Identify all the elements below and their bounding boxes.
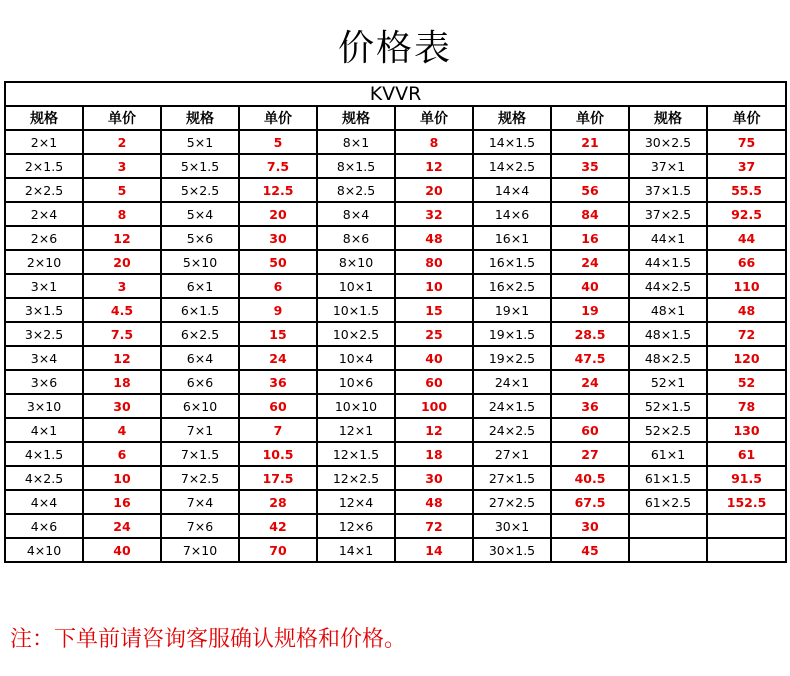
- price-cell: 30: [395, 466, 473, 490]
- page-title: 价格表: [337, 28, 452, 69]
- spec-cell: 16×1: [473, 226, 551, 250]
- price-cell: 78: [707, 394, 786, 418]
- spec-cell: 48×1: [629, 298, 707, 322]
- price-cell: 80: [395, 250, 473, 274]
- spec-cell: 5×1.5: [161, 154, 239, 178]
- spec-cell: 27×2.5: [473, 490, 551, 514]
- price-cell: 75: [707, 130, 786, 154]
- price-cell: 37: [707, 154, 786, 178]
- price-cell: 40: [83, 538, 161, 562]
- spec-cell: 44×1.5: [629, 250, 707, 274]
- spec-cell: 44×2.5: [629, 274, 707, 298]
- spec-cell: 14×6: [473, 202, 551, 226]
- price-cell: 66: [707, 250, 786, 274]
- spec-cell: 52×1: [629, 370, 707, 394]
- spec-cell: 2×10: [5, 250, 83, 274]
- price-cell: 10: [395, 274, 473, 298]
- column-header-price: 单价: [239, 106, 317, 130]
- spec-cell: 48×1.5: [629, 322, 707, 346]
- price-cell: 130: [707, 418, 786, 442]
- spec-cell: 30×2.5: [629, 130, 707, 154]
- price-cell: 30: [551, 514, 629, 538]
- spec-cell: 30×1: [473, 514, 551, 538]
- table-row: [5, 250, 786, 274]
- spec-cell: 7×1: [161, 418, 239, 442]
- column-header-spec: 规格: [473, 106, 551, 130]
- spec-cell: 4×1.5: [5, 442, 83, 466]
- table-caption: KVVR: [5, 82, 786, 106]
- price-cell: [707, 514, 786, 538]
- spec-cell: 7×10: [161, 538, 239, 562]
- price-cell: 20: [239, 202, 317, 226]
- price-cell: 48: [707, 298, 786, 322]
- spec-cell: 4×10: [5, 538, 83, 562]
- price-cell: 12.5: [239, 178, 317, 202]
- price-cell: 60: [239, 394, 317, 418]
- price-cell: 5: [83, 178, 161, 202]
- table-caption-row: [5, 82, 786, 106]
- spec-cell: 5×2.5: [161, 178, 239, 202]
- spec-cell: 19×1.5: [473, 322, 551, 346]
- price-cell: 110: [707, 274, 786, 298]
- spec-cell: 7×6: [161, 514, 239, 538]
- table-row: [5, 514, 786, 538]
- spec-cell: 7×2.5: [161, 466, 239, 490]
- order-note: 注：下单前请咨询客服确认规格和价格。: [10, 627, 407, 652]
- spec-cell: 10×6: [317, 370, 395, 394]
- spec-cell: 12×1: [317, 418, 395, 442]
- spec-cell: 10×1.5: [317, 298, 395, 322]
- price-cell: 18: [395, 442, 473, 466]
- price-cell: 20: [395, 178, 473, 202]
- spec-cell: 5×1: [161, 130, 239, 154]
- spec-cell: 10×2.5: [317, 322, 395, 346]
- price-cell: 24: [551, 250, 629, 274]
- price-cell: 7: [239, 418, 317, 442]
- spec-cell: 7×4: [161, 490, 239, 514]
- price-cell: 36: [551, 394, 629, 418]
- price-cell: 27: [551, 442, 629, 466]
- price-cell: 6: [239, 274, 317, 298]
- table-row: [5, 298, 786, 322]
- price-cell: 28: [239, 490, 317, 514]
- column-header-spec: 规格: [161, 106, 239, 130]
- price-cell: 8: [395, 130, 473, 154]
- price-cell: 91.5: [707, 466, 786, 490]
- price-cell: 35: [551, 154, 629, 178]
- table-header-row: [5, 106, 786, 130]
- spec-cell: 48×2.5: [629, 346, 707, 370]
- price-cell: 10.5: [239, 442, 317, 466]
- price-cell: 12: [395, 418, 473, 442]
- price-cell: 40.5: [551, 466, 629, 490]
- price-cell: 120: [707, 346, 786, 370]
- spec-cell: 3×4: [5, 346, 83, 370]
- spec-cell: 24×2.5: [473, 418, 551, 442]
- spec-cell: 2×1: [5, 130, 83, 154]
- price-cell: 28.5: [551, 322, 629, 346]
- spec-cell: 2×6: [5, 226, 83, 250]
- table-row: [5, 202, 786, 226]
- price-cell: 12: [83, 226, 161, 250]
- table-row: [5, 322, 786, 346]
- price-cell: 55.5: [707, 178, 786, 202]
- spec-cell: 3×10: [5, 394, 83, 418]
- price-cell: 72: [395, 514, 473, 538]
- price-cell: 19: [551, 298, 629, 322]
- price-cell: 50: [239, 250, 317, 274]
- price-cell: 47.5: [551, 346, 629, 370]
- column-header-price: 单价: [83, 106, 161, 130]
- table-row: [5, 466, 786, 490]
- price-cell: 7.5: [239, 154, 317, 178]
- price-cell: 16: [551, 226, 629, 250]
- price-cell: 61: [707, 442, 786, 466]
- column-header-price: 单价: [395, 106, 473, 130]
- price-cell: 84: [551, 202, 629, 226]
- spec-cell: 61×2.5: [629, 490, 707, 514]
- price-cell: 48: [395, 490, 473, 514]
- column-header-spec: 规格: [629, 106, 707, 130]
- table-row: [5, 370, 786, 394]
- price-cell: 30: [83, 394, 161, 418]
- price-cell: 3: [83, 274, 161, 298]
- price-cell: 40: [551, 274, 629, 298]
- price-cell: 60: [395, 370, 473, 394]
- spec-cell: 6×4: [161, 346, 239, 370]
- price-cell: 67.5: [551, 490, 629, 514]
- spec-cell: 19×2.5: [473, 346, 551, 370]
- price-cell: 2: [83, 130, 161, 154]
- price-cell: 18: [83, 370, 161, 394]
- price-cell: 20: [83, 250, 161, 274]
- price-cell: 30: [239, 226, 317, 250]
- spec-cell: 8×2.5: [317, 178, 395, 202]
- spec-cell: 24×1.5: [473, 394, 551, 418]
- price-cell: 60: [551, 418, 629, 442]
- spec-cell: 44×1: [629, 226, 707, 250]
- price-cell: 100: [395, 394, 473, 418]
- price-cell: 5: [239, 130, 317, 154]
- spec-cell: 6×1.5: [161, 298, 239, 322]
- spec-cell: 4×1: [5, 418, 83, 442]
- spec-cell: 12×6: [317, 514, 395, 538]
- spec-cell: 19×1: [473, 298, 551, 322]
- spec-cell: 2×2.5: [5, 178, 83, 202]
- price-cell: 45: [551, 538, 629, 562]
- price-cell: 24: [83, 514, 161, 538]
- spec-cell: 14×4: [473, 178, 551, 202]
- spec-cell: 37×1: [629, 154, 707, 178]
- spec-cell: 5×4: [161, 202, 239, 226]
- table-row: [5, 442, 786, 466]
- price-cell: 21: [551, 130, 629, 154]
- spec-cell: 24×1: [473, 370, 551, 394]
- price-cell: 36: [239, 370, 317, 394]
- column-header-price: 单价: [707, 106, 786, 130]
- spec-cell: 8×6: [317, 226, 395, 250]
- price-cell: 14: [395, 538, 473, 562]
- table-row: [5, 394, 786, 418]
- spec-cell: 37×2.5: [629, 202, 707, 226]
- table-row: [5, 274, 786, 298]
- spec-cell: 8×1: [317, 130, 395, 154]
- spec-cell: 10×10: [317, 394, 395, 418]
- price-cell: 3: [83, 154, 161, 178]
- spec-cell: 52×1.5: [629, 394, 707, 418]
- table-row: [5, 154, 786, 178]
- spec-cell: 4×2.5: [5, 466, 83, 490]
- price-cell: 15: [395, 298, 473, 322]
- price-cell: 8: [83, 202, 161, 226]
- price-cell: 48: [395, 226, 473, 250]
- price-cell: 4.5: [83, 298, 161, 322]
- spec-cell: 27×1: [473, 442, 551, 466]
- price-cell: 70: [239, 538, 317, 562]
- spec-cell: 8×4: [317, 202, 395, 226]
- price-cell: 42: [239, 514, 317, 538]
- spec-cell: 2×1.5: [5, 154, 83, 178]
- table-row: [5, 490, 786, 514]
- price-cell: 24: [551, 370, 629, 394]
- spec-cell: 10×1: [317, 274, 395, 298]
- spec-cell: 6×6: [161, 370, 239, 394]
- table-row: [5, 418, 786, 442]
- column-header-spec: 规格: [317, 106, 395, 130]
- spec-cell: 4×4: [5, 490, 83, 514]
- spec-cell: 30×1.5: [473, 538, 551, 562]
- table-row: [5, 538, 786, 562]
- column-header-price: 单价: [551, 106, 629, 130]
- price-cell: [707, 538, 786, 562]
- price-cell: 25: [395, 322, 473, 346]
- spec-cell: 14×1.5: [473, 130, 551, 154]
- price-table: [4, 81, 787, 563]
- price-cell: 10: [83, 466, 161, 490]
- spec-cell: 16×1.5: [473, 250, 551, 274]
- spec-cell: 12×2.5: [317, 466, 395, 490]
- spec-cell: 27×1.5: [473, 466, 551, 490]
- price-cell: 12: [395, 154, 473, 178]
- spec-cell: 8×1.5: [317, 154, 395, 178]
- spec-cell: 2×4: [5, 202, 83, 226]
- price-cell: 12: [83, 346, 161, 370]
- spec-cell: 14×2.5: [473, 154, 551, 178]
- price-cell: 16: [83, 490, 161, 514]
- spec-cell: 5×10: [161, 250, 239, 274]
- spec-cell: 37×1.5: [629, 178, 707, 202]
- spec-cell: 3×1: [5, 274, 83, 298]
- price-cell: 40: [395, 346, 473, 370]
- price-cell: 9: [239, 298, 317, 322]
- price-cell: 15: [239, 322, 317, 346]
- table-body: [5, 130, 786, 562]
- price-cell: 72: [707, 322, 786, 346]
- spec-cell: 52×2.5: [629, 418, 707, 442]
- spec-cell: 6×1: [161, 274, 239, 298]
- price-cell: 17.5: [239, 466, 317, 490]
- spec-cell: 8×10: [317, 250, 395, 274]
- price-cell: 7.5: [83, 322, 161, 346]
- spec-cell: 7×1.5: [161, 442, 239, 466]
- price-cell: 32: [395, 202, 473, 226]
- price-cell: 152.5: [707, 490, 786, 514]
- price-cell: 56: [551, 178, 629, 202]
- price-cell: 24: [239, 346, 317, 370]
- price-cell: 92.5: [707, 202, 786, 226]
- spec-cell: 16×2.5: [473, 274, 551, 298]
- spec-cell: 14×1: [317, 538, 395, 562]
- price-cell: 44: [707, 226, 786, 250]
- spec-cell: [629, 538, 707, 562]
- spec-cell: 10×4: [317, 346, 395, 370]
- spec-cell: 4×6: [5, 514, 83, 538]
- price-cell: 6: [83, 442, 161, 466]
- spec-cell: 6×2.5: [161, 322, 239, 346]
- spec-cell: 3×1.5: [5, 298, 83, 322]
- spec-cell: 6×10: [161, 394, 239, 418]
- spec-cell: 3×6: [5, 370, 83, 394]
- price-cell: 4: [83, 418, 161, 442]
- spec-cell: 3×2.5: [5, 322, 83, 346]
- spec-cell: [629, 514, 707, 538]
- table-row: [5, 346, 786, 370]
- spec-cell: 61×1.5: [629, 466, 707, 490]
- table-row: [5, 226, 786, 250]
- table-row: [5, 178, 786, 202]
- table-row: [5, 130, 786, 154]
- spec-cell: 12×1.5: [317, 442, 395, 466]
- spec-cell: 61×1: [629, 442, 707, 466]
- column-header-spec: 规格: [5, 106, 83, 130]
- spec-cell: 12×4: [317, 490, 395, 514]
- price-cell: 52: [707, 370, 786, 394]
- spec-cell: 5×6: [161, 226, 239, 250]
